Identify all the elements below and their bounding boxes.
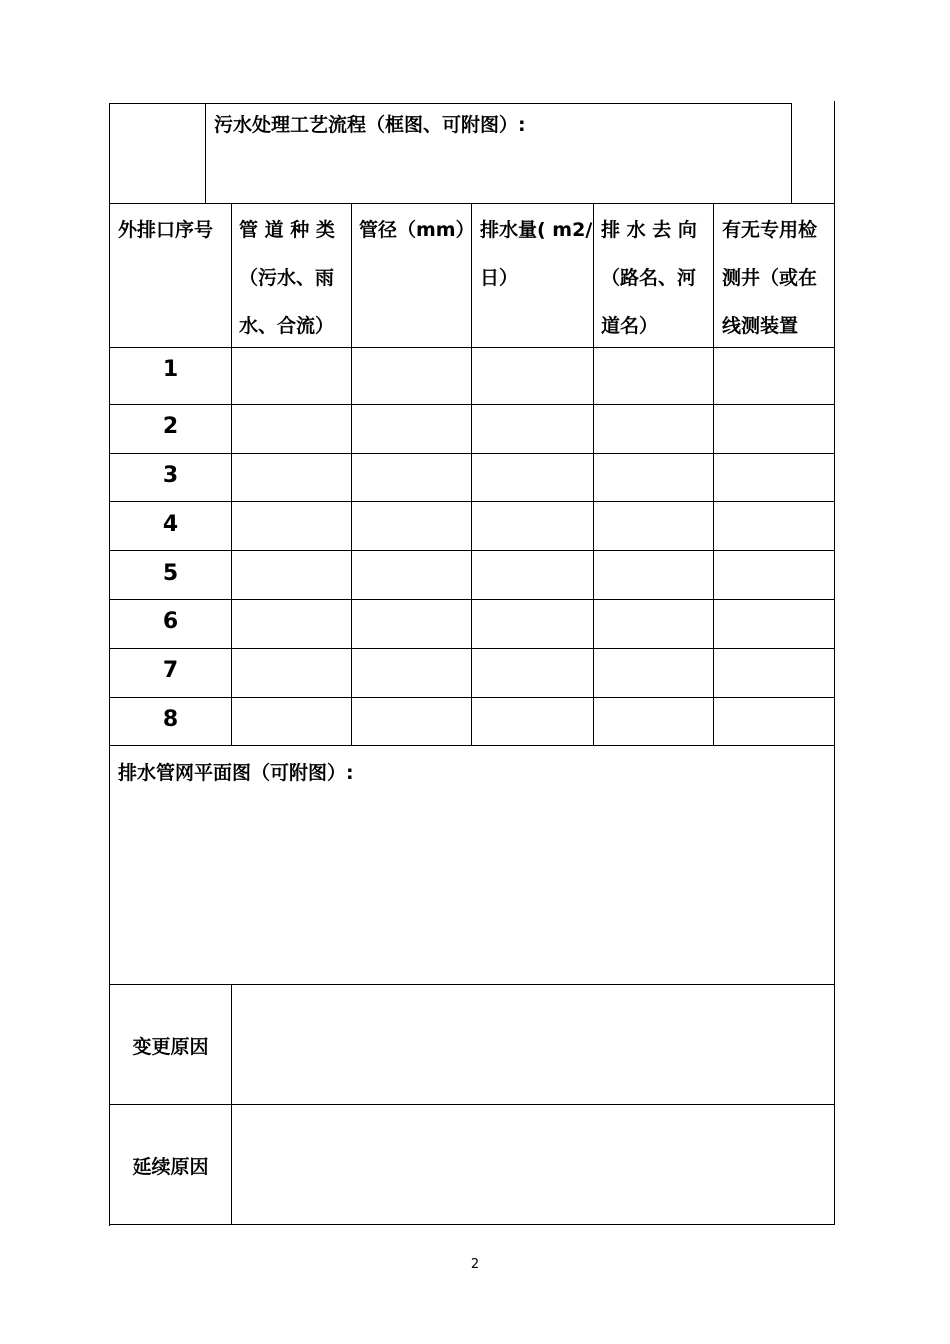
outlet-row-number: 6 bbox=[162, 609, 179, 634]
continuation-reason-label: 延续原因 bbox=[132, 1156, 209, 1178]
page-number: 2 bbox=[470, 1257, 480, 1272]
drainage-network-label: 排水管网平面图（可附图）: bbox=[118, 762, 354, 784]
outlet-row-number: 8 bbox=[162, 707, 179, 732]
outlet-row-number: 7 bbox=[162, 658, 179, 683]
header-monitoring-well: 有无专用检 测井（或在 线测装置 bbox=[722, 219, 818, 337]
header-discharge-volume: 排水量( m2/ 日） bbox=[480, 219, 593, 289]
header-outlet-number: 外排口序号 bbox=[118, 219, 214, 241]
outlet-row-number: 5 bbox=[162, 561, 179, 586]
outlet-row-number: 2 bbox=[162, 414, 179, 439]
outlet-row-number: 3 bbox=[162, 463, 179, 488]
process-flow-label: 污水处理工艺流程（框图、可附图）: bbox=[214, 114, 526, 136]
header-pipe-type: 管 道 种 类 （污水、雨 水、合流） bbox=[239, 219, 335, 337]
outlet-row-number: 1 bbox=[162, 357, 179, 382]
outlet-row-number: 4 bbox=[162, 512, 179, 537]
header-discharge-destination: 排 水 去 向 （路名、河 道名） bbox=[601, 219, 697, 337]
change-reason-label: 变更原因 bbox=[132, 1036, 209, 1058]
header-pipe-diameter: 管径（mm） bbox=[359, 219, 475, 241]
